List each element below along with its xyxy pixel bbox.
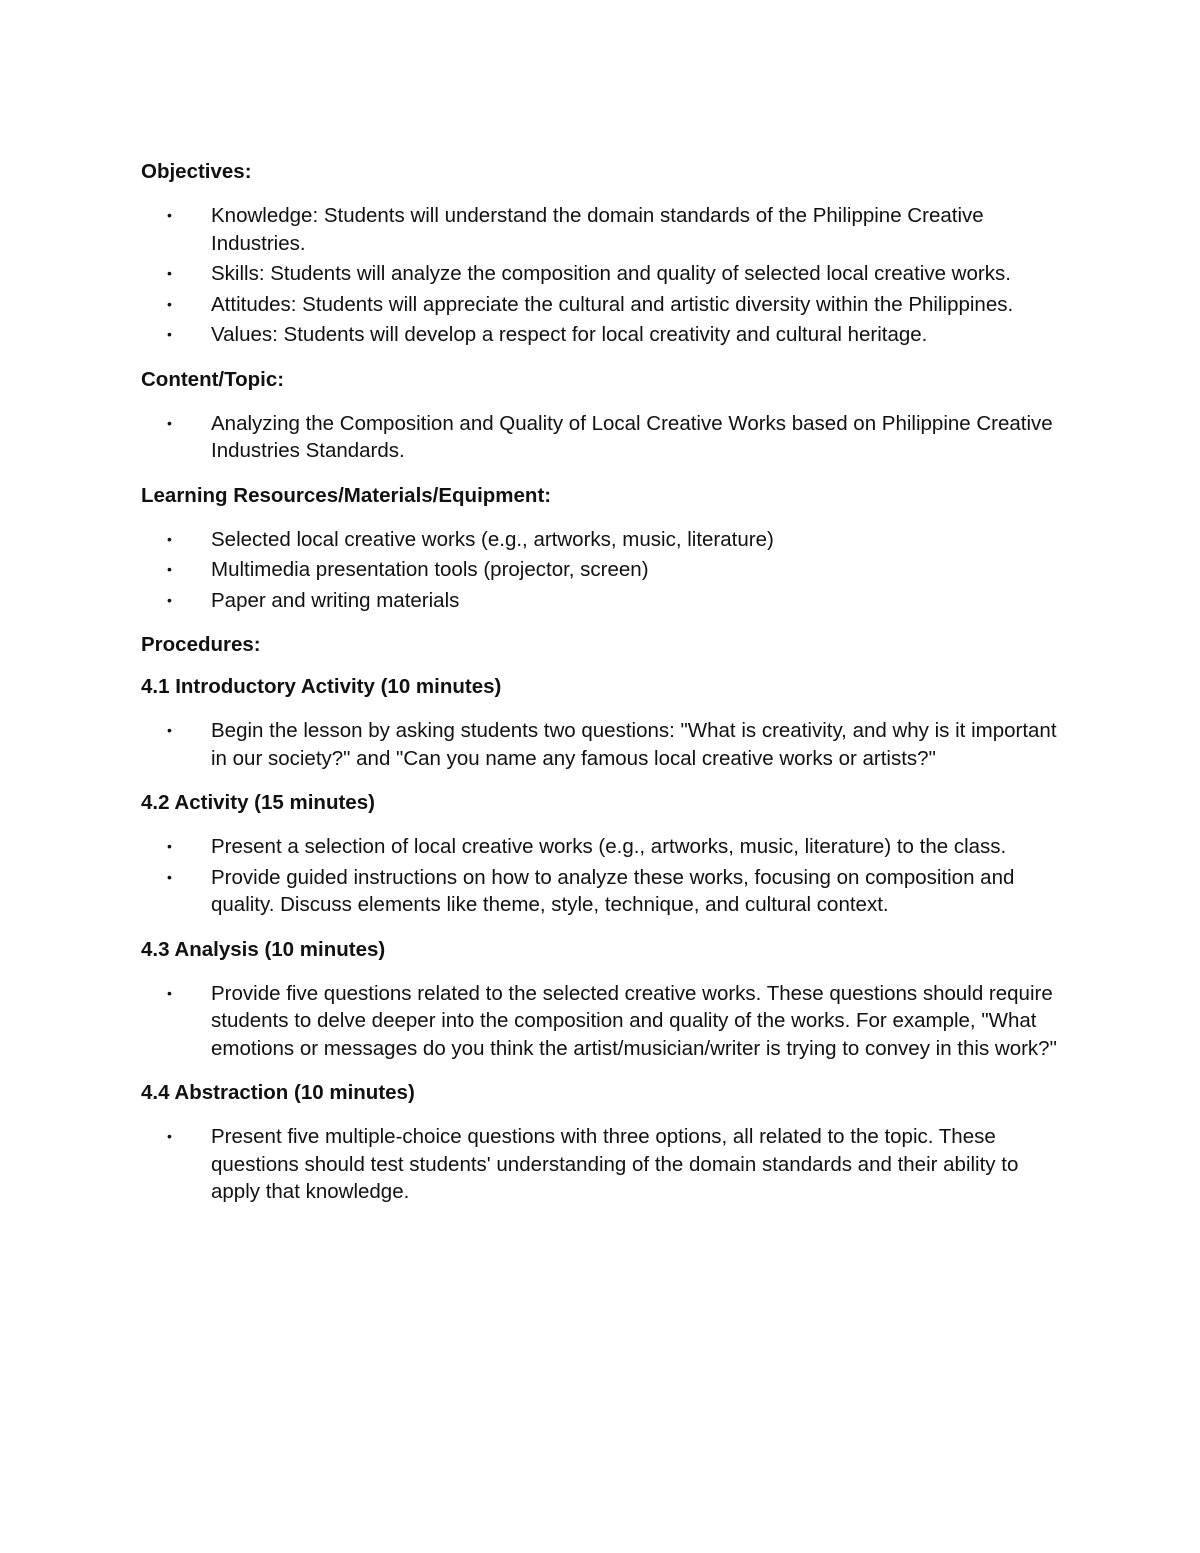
list-item: • Provide guided instructions on how to analyze these works, focusing on composition and quality. Discuss elements like theme, style, technique, and cultural context. [167,865,1015,916]
intro-activity-heading: 4.1 Introductory Activity (10 minutes) [141,675,502,698]
content-topic-list [141,410,1071,465]
list-item: • Multimedia presentation tools (projector, screen) [141,556,1071,584]
procedures-heading: Procedures: [141,633,261,656]
activity-heading: 4.2 Activity (15 minutes) [141,791,375,814]
bullet-icon: • [167,984,172,1001]
abstraction-list [141,1123,1071,1206]
bullet-icon: • [167,530,172,547]
list-item: • Selected local creative works (e.g., artworks, music, literature) [141,526,1071,554]
list-item: • Paper and writing materials [141,587,1071,615]
objectives-list [141,202,1071,349]
list-item: • Values: Students will develop a respect for local creativity and cultural heritage. [141,321,1071,349]
bullet-icon: • [167,1128,172,1144]
analysis-heading: 4.3 Analysis (10 minutes) [141,937,386,961]
bullet-icon: • [167,561,172,577]
abstraction-heading: 4.4 Abstraction (10 minutes) [141,1081,415,1104]
activity-list [141,833,1071,919]
bullet-icon: • [167,326,172,342]
list-item: • Present five multiple-choice questions with three options, all related to the topic. These questions should test students' understanding of the domain standards and their ability to apply that knowledge. [167,1125,1019,1203]
bullet-icon: • [167,265,172,281]
analysis-list [141,980,1071,1063]
bullet-icon: • [167,838,172,854]
bullet-icon: • [167,591,172,608]
content-topic-heading: Content/Topic: [141,367,285,391]
list-item: • Begin the lesson by asking students two questions: "What is creativity, and why is it important in our society?" and "Can you name any famous local creative works or artists?" [167,719,1057,770]
bullet-icon: • [167,414,172,431]
document-page [141,158,1071,1209]
objectives-heading: Objectives: [141,160,252,183]
list-item: • Present a selection of local creative works (e.g., artworks, music, literature) to the class. [141,833,1071,861]
bullet-icon: • [167,295,172,312]
resources-list [141,526,1071,615]
list-item: • Skills: Students will analyze the composition and quality of selected local creative works. [141,260,1071,288]
bullet-icon: • [167,868,172,885]
bullet-icon: • [167,722,172,738]
intro-activity-list [141,717,1071,772]
list-item: • Analyzing the Composition and Quality of Local Creative Works based on Philippine Creative Industries Standards. [167,411,1053,462]
list-item: • Knowledge: Students will understand the domain standards of the Philippine Creative Industries. [167,204,984,255]
list-item: • Attitudes: Students will appreciate the cultural and artistic diversity within the Philippines. [141,291,1071,319]
list-item: • Provide five questions related to the selected creative works. These questions should require students to delve deeper into the composition and quality of the works. For example, "What emotions or messages do you think the artist/musician/writer is trying to convey in this work?" [167,981,1057,1060]
resources-heading: Learning Resources/Materials/Equipment: [141,483,552,507]
bullet-icon: • [167,207,172,223]
